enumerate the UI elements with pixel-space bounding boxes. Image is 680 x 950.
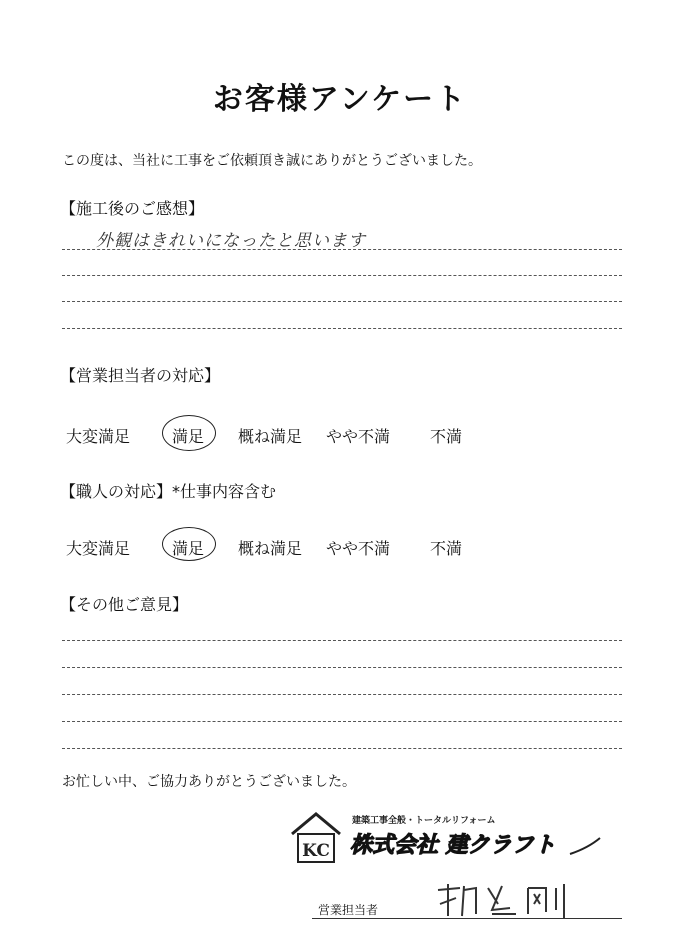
- comment-line: [62, 640, 622, 641]
- craftsman-option-mostly-satisfied[interactable]: 概ね満足: [238, 539, 303, 558]
- answer-line: [62, 301, 622, 302]
- craftsman-option-satisfied[interactable]: 満足: [172, 539, 205, 558]
- answer-line: [62, 275, 622, 276]
- comment-line: [62, 748, 622, 749]
- sales-option-dissatisfied[interactable]: 不満: [430, 427, 463, 446]
- craftsman-option-very-satisfied[interactable]: 大変満足: [66, 539, 131, 558]
- selection-circle: [162, 415, 216, 451]
- sales-option-very-satisfied[interactable]: 大変満足: [66, 427, 131, 446]
- comment-line: [62, 667, 622, 668]
- selection-circle: [162, 527, 216, 561]
- section-impressions-heading: 【施工後のご感想】: [60, 199, 205, 218]
- impressions-answer: 外観はきれいになったと思います: [96, 231, 366, 251]
- answer-line: [62, 249, 622, 250]
- sales-option-mostly-satisfied[interactable]: 概ね満足: [238, 427, 303, 446]
- craftsman-option-somewhat-dissatisfied[interactable]: やや不満: [326, 539, 391, 558]
- section-craftsman-heading: 【職人の対応】*仕事内容含む: [60, 482, 277, 501]
- page-title: お客様アンケート: [212, 82, 468, 117]
- comment-line: [62, 721, 622, 722]
- company-logo: [290, 808, 610, 868]
- comment-line: [62, 694, 622, 695]
- sales-option-somewhat-dissatisfied[interactable]: やや不満: [326, 427, 391, 446]
- closing-text: お忙しい中、ご協力ありがとうございました。: [62, 774, 356, 790]
- logo-mark: KC: [302, 841, 330, 861]
- company-tagline: 建築工事全般・トータルリフォーム: [352, 816, 496, 826]
- craftsman-option-dissatisfied[interactable]: 不満: [430, 539, 463, 558]
- section-other-heading: 【その他ご意見】: [60, 595, 189, 614]
- company-name: 株式会社 建クラフト: [350, 833, 556, 858]
- handwritten-signature: [432, 880, 572, 920]
- intro-text: この度は、当社に工事をご依頼頂き誠にありがとうございました。: [62, 153, 482, 169]
- answer-line: [62, 328, 622, 329]
- sales-option-satisfied[interactable]: 満足: [172, 427, 205, 446]
- section-sales-heading: 【営業担当者の対応】: [60, 366, 221, 385]
- representative-label: 営業担当者: [318, 903, 379, 917]
- house-logo-icon: [290, 808, 610, 868]
